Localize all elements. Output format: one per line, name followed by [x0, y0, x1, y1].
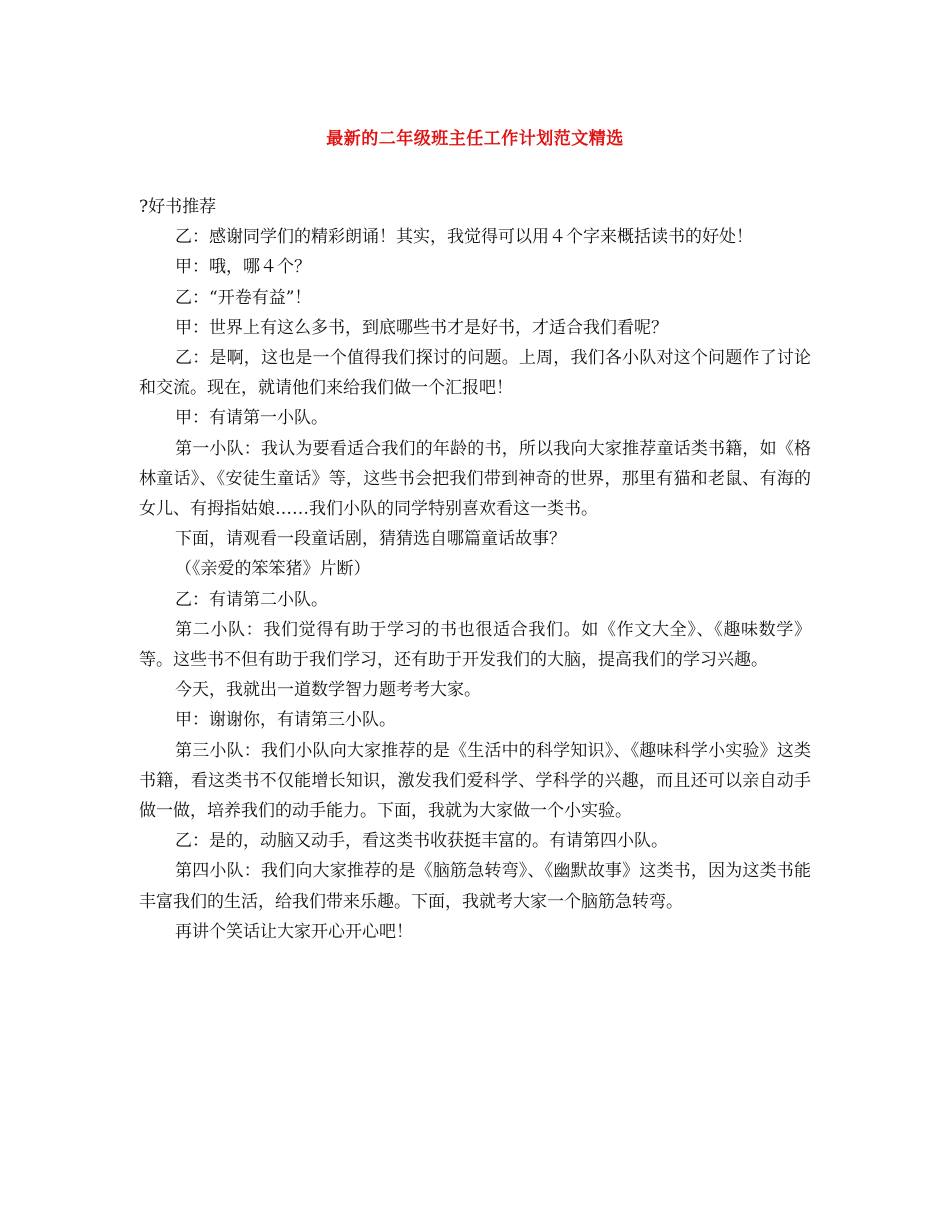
- section-heading: ?好书推荐: [139, 197, 217, 217]
- paragraph: 再讲个笑话让大家开心开心吧！: [175, 921, 413, 942]
- paragraph: 甲：谢谢你，有请第三小队。: [175, 710, 396, 731]
- paragraph: 乙：“开卷有益”！: [175, 287, 312, 308]
- paragraph: 乙：有请第二小队。: [175, 589, 328, 610]
- paragraph: 甲：有请第一小队。: [175, 408, 328, 429]
- paragraph: 今天，我就出一道数学智力题考考大家。: [175, 680, 481, 701]
- paragraph: 甲：哦，哪４个？: [175, 257, 311, 278]
- paragraph: 甲：世界上有这么多书，到底哪些书才是好书，才适合我们看呢？: [175, 317, 668, 338]
- paragraph: 下面，请观看一段童话剧，猜猜选自哪篇童话故事？: [175, 529, 566, 550]
- paragraph: 第三小队：我们小队向大家推荐的是《生活中的科学知识》、《趣味科学小实验》这类书籍，看这类书不仅能增长知识，激发我们爱科学、学科学的兴趣，而且还可以亲自动手做一做，培养我们的动手能力。下面，我就为大家做一个小实验。: [139, 740, 811, 822]
- paragraph: 第一小队：我认为要看适合我们的年龄的书，所以我向大家推荐童话类书籍，如《格林童话》、《安徒生童话》等，这些书会把我们带到神奇的世界，那里有猫和老鼠、有海的女儿、有拇指姑娘……我们小队的同学特别喜欢看这一类书。: [139, 438, 811, 520]
- paragraph: 第四小队：我们向大家推荐的是《脑筋急转弯》、《幽默故事》这类书，因为这类书能丰富我们的生活，给我们带来乐趣。下面，我就考大家一个脑筋急转弯。: [139, 861, 811, 912]
- document-title: 最新的二年级班主任工作计划范文精选: [326, 129, 624, 149]
- paragraph: 乙：是啊，这也是一个值得我们探讨的问题。上周，我们各小队对这个问题作了讨论和交流。现在，就请他们来给我们做一个汇报吧！: [139, 348, 811, 399]
- paragraph: 乙：感谢同学们的精彩朗诵！其实，我觉得可以用４个字来概括读书的好处！: [175, 227, 753, 248]
- paragraph: （《亲爱的笨笨猪》片断）: [175, 559, 371, 580]
- paragraph: 乙：是的，动脑又动手，看这类书收获挺丰富的。有请第四小队。: [175, 831, 668, 852]
- paragraph: 第二小队：我们觉得有助于学习的书也很适合我们。如《作文大全》、《趣味数学》等。这些书不但有助于我们学习，还有助于开发我们的大脑，提高我们的学习兴趣。: [139, 619, 811, 671]
- document-body: [139, 192, 811, 947]
